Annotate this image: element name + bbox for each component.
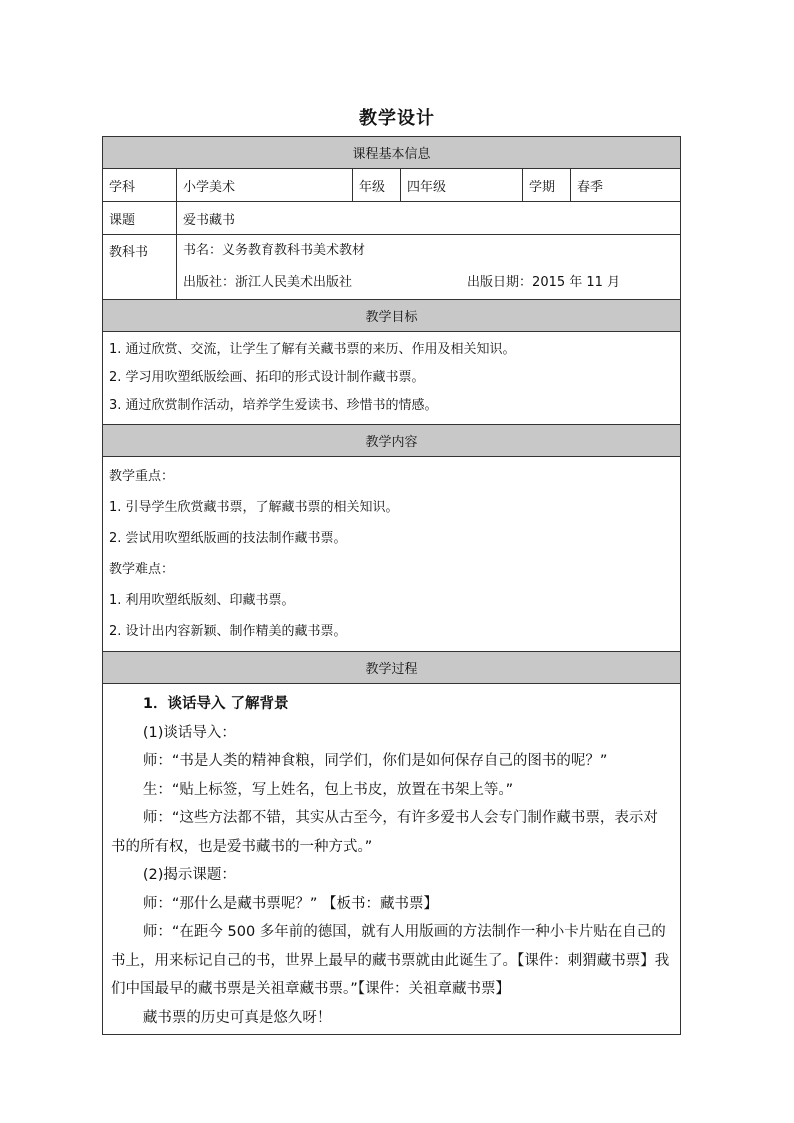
key-point-item: 1. 引导学生欣赏藏书票，了解藏书票的相关知识。 [109, 500, 399, 515]
publisher: 出版社：浙江人民美术出版社 [183, 275, 353, 290]
key-point-item: 2. 尝试用吹塑纸版画的技法制作藏书票。 [109, 531, 347, 546]
page-title: 教学设计 [359, 108, 435, 129]
publisher-row [183, 267, 674, 299]
process-paragraph: (1)谈话导入： [142, 724, 236, 741]
difficult-points-label: 教学难点： [109, 562, 175, 577]
process-paragraph: 师：“书是人类的精神食粮，同学们，你们是如何保存自己的图书的呢？” [142, 753, 608, 769]
term-value: 春季 [571, 169, 681, 202]
process-section-title: 1．谈话导入 了解背景 [142, 696, 289, 712]
process-paragraph: 生：“贴上标签，写上姓名，包上书皮，放置在书架上等。” [142, 781, 514, 798]
lesson-plan-table [102, 136, 681, 1035]
difficult-point-item: 2. 设计出内容新颖、制作精美的藏书票。 [109, 624, 347, 639]
difficult-point-item: 1. 利用吹塑纸版刻、印藏书票。 [109, 593, 295, 608]
objectives-header: 教学目标 [103, 300, 681, 332]
process-body [103, 684, 681, 1035]
objective-item: 3. 通过欣赏制作活动，培养学生爱读书、珍惜书的情感。 [109, 398, 438, 413]
topic-label: 课题 [103, 202, 177, 235]
process-paragraph: 师：“这些方法都不错，其实从古至今，有许多爱书人会专门制作藏书票，表示对书的所有权，也是爱书藏书的一种方式。” [111, 810, 658, 855]
content-header: 教学内容 [103, 425, 681, 457]
grade-label: 年级 [353, 169, 401, 202]
process-paragraph: 师：“在距今 500 多年前的德国，就有人用版画的方法制作一种小卡片贴在自己的书上，用来标记自己的书，世界上最早的藏书票就由此诞生了。【课件：刺猬藏书票】我们中国最早的藏书票是关祖章藏书票。”【课件：关祖章藏书票】 [111, 924, 670, 997]
subject-label: 学科 [103, 169, 177, 202]
grade-value: 四年级 [401, 169, 523, 202]
process-paragraph: 藏书票的历史可真是悠久呀！ [142, 1009, 332, 1026]
textbook-label: 教科书 [103, 235, 177, 300]
objective-item: 2. 学习用吹塑纸版绘画、拓印的形式设计制作藏书票。 [109, 370, 425, 385]
objectives-list [103, 332, 681, 425]
objective-item: 1. 通过欣赏、交流，让学生了解有关藏书票的来历、作用及相关知识。 [109, 342, 516, 357]
process-paragraph: 师：“那什么是藏书票呢？” 【板书：藏书票】 [142, 895, 439, 912]
key-points-label: 教学重点： [109, 469, 175, 484]
topic-value: 爱书藏书 [177, 202, 681, 235]
process-paragraph: (2)揭示课题： [142, 867, 236, 883]
subject-value: 小学美术 [177, 169, 353, 202]
pub-date: 出版日期：2015 年 11 月 [467, 275, 621, 290]
textbook-info [177, 235, 681, 300]
process-header: 教学过程 [103, 652, 681, 684]
term-label: 学期 [523, 169, 571, 202]
basic-info-header: 课程基本信息 [103, 137, 681, 169]
book-name: 书名：义务教育教科书美术教材 [183, 243, 366, 258]
content-list [103, 457, 681, 652]
